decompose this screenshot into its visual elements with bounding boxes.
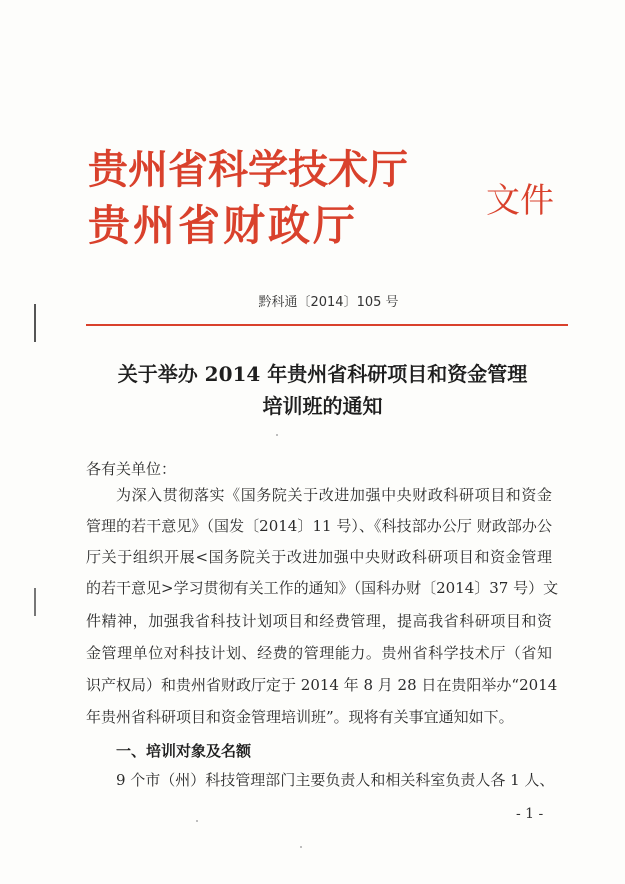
section-heading-training-targets: 一、培训对象及名额 [116, 742, 252, 760]
body-line-7: 识产权局）和贵州省财政厅定于 2014 年 8 月 28 日在贵阳举办“2014 [86, 676, 558, 694]
body-line-4: 的若干意见>学习贯彻有关工作的通知》（国科办财〔2014〕37 号）文 [86, 579, 559, 597]
notice-title-line-2: 培训班的通知 [262, 394, 383, 418]
scan-margin-mark [34, 304, 36, 342]
issuer-finance-department: 贵州省财政厅 [88, 201, 359, 250]
body-line-3: 厅关于组织开展<国务院关于改进加强中央财政科研项目和资金管理 [86, 548, 552, 566]
notice-title-line-1: 关于举办 2014 年贵州省科研项目和资金管理 [117, 362, 528, 386]
section-1-body-line: 9 个市（州）科技管理部门主要负责人和相关科室负责人各 1 人、 [116, 771, 555, 789]
body-line-6: 金管理单位对科技计划、经费的管理能力。贵州省科学技术厅（省知 [86, 644, 552, 662]
salutation: 各有关单位： [86, 460, 177, 478]
scan-speck [276, 434, 278, 436]
scan-margin-mark [34, 588, 36, 616]
body-line-2: 管理的若干意见》（国发〔2014〕11 号）、《科技部办公厅 财政部办公 [86, 517, 552, 535]
document-type-label: 文件 [486, 181, 554, 221]
issuer-science-tech-department: 贵州省科学技术厅 [88, 147, 408, 193]
scan-speck [196, 820, 198, 822]
body-line-8: 年贵州省科研项目和资金管理培训班”。现将有关事宜通知如下。 [86, 708, 514, 726]
page-number: - 1 - [516, 806, 544, 822]
body-line-1: 为深入贯彻落实《国务院关于改进加强中央财政科研项目和资金 [116, 486, 552, 504]
red-divider-rule [86, 324, 568, 326]
scan-speck [300, 846, 302, 848]
document-number: 黔科通〔2014〕105 号 [258, 295, 399, 310]
body-line-5: 件精神，加强我省科技计划项目和经费管理，提高我省科研项目和资 [86, 612, 552, 630]
